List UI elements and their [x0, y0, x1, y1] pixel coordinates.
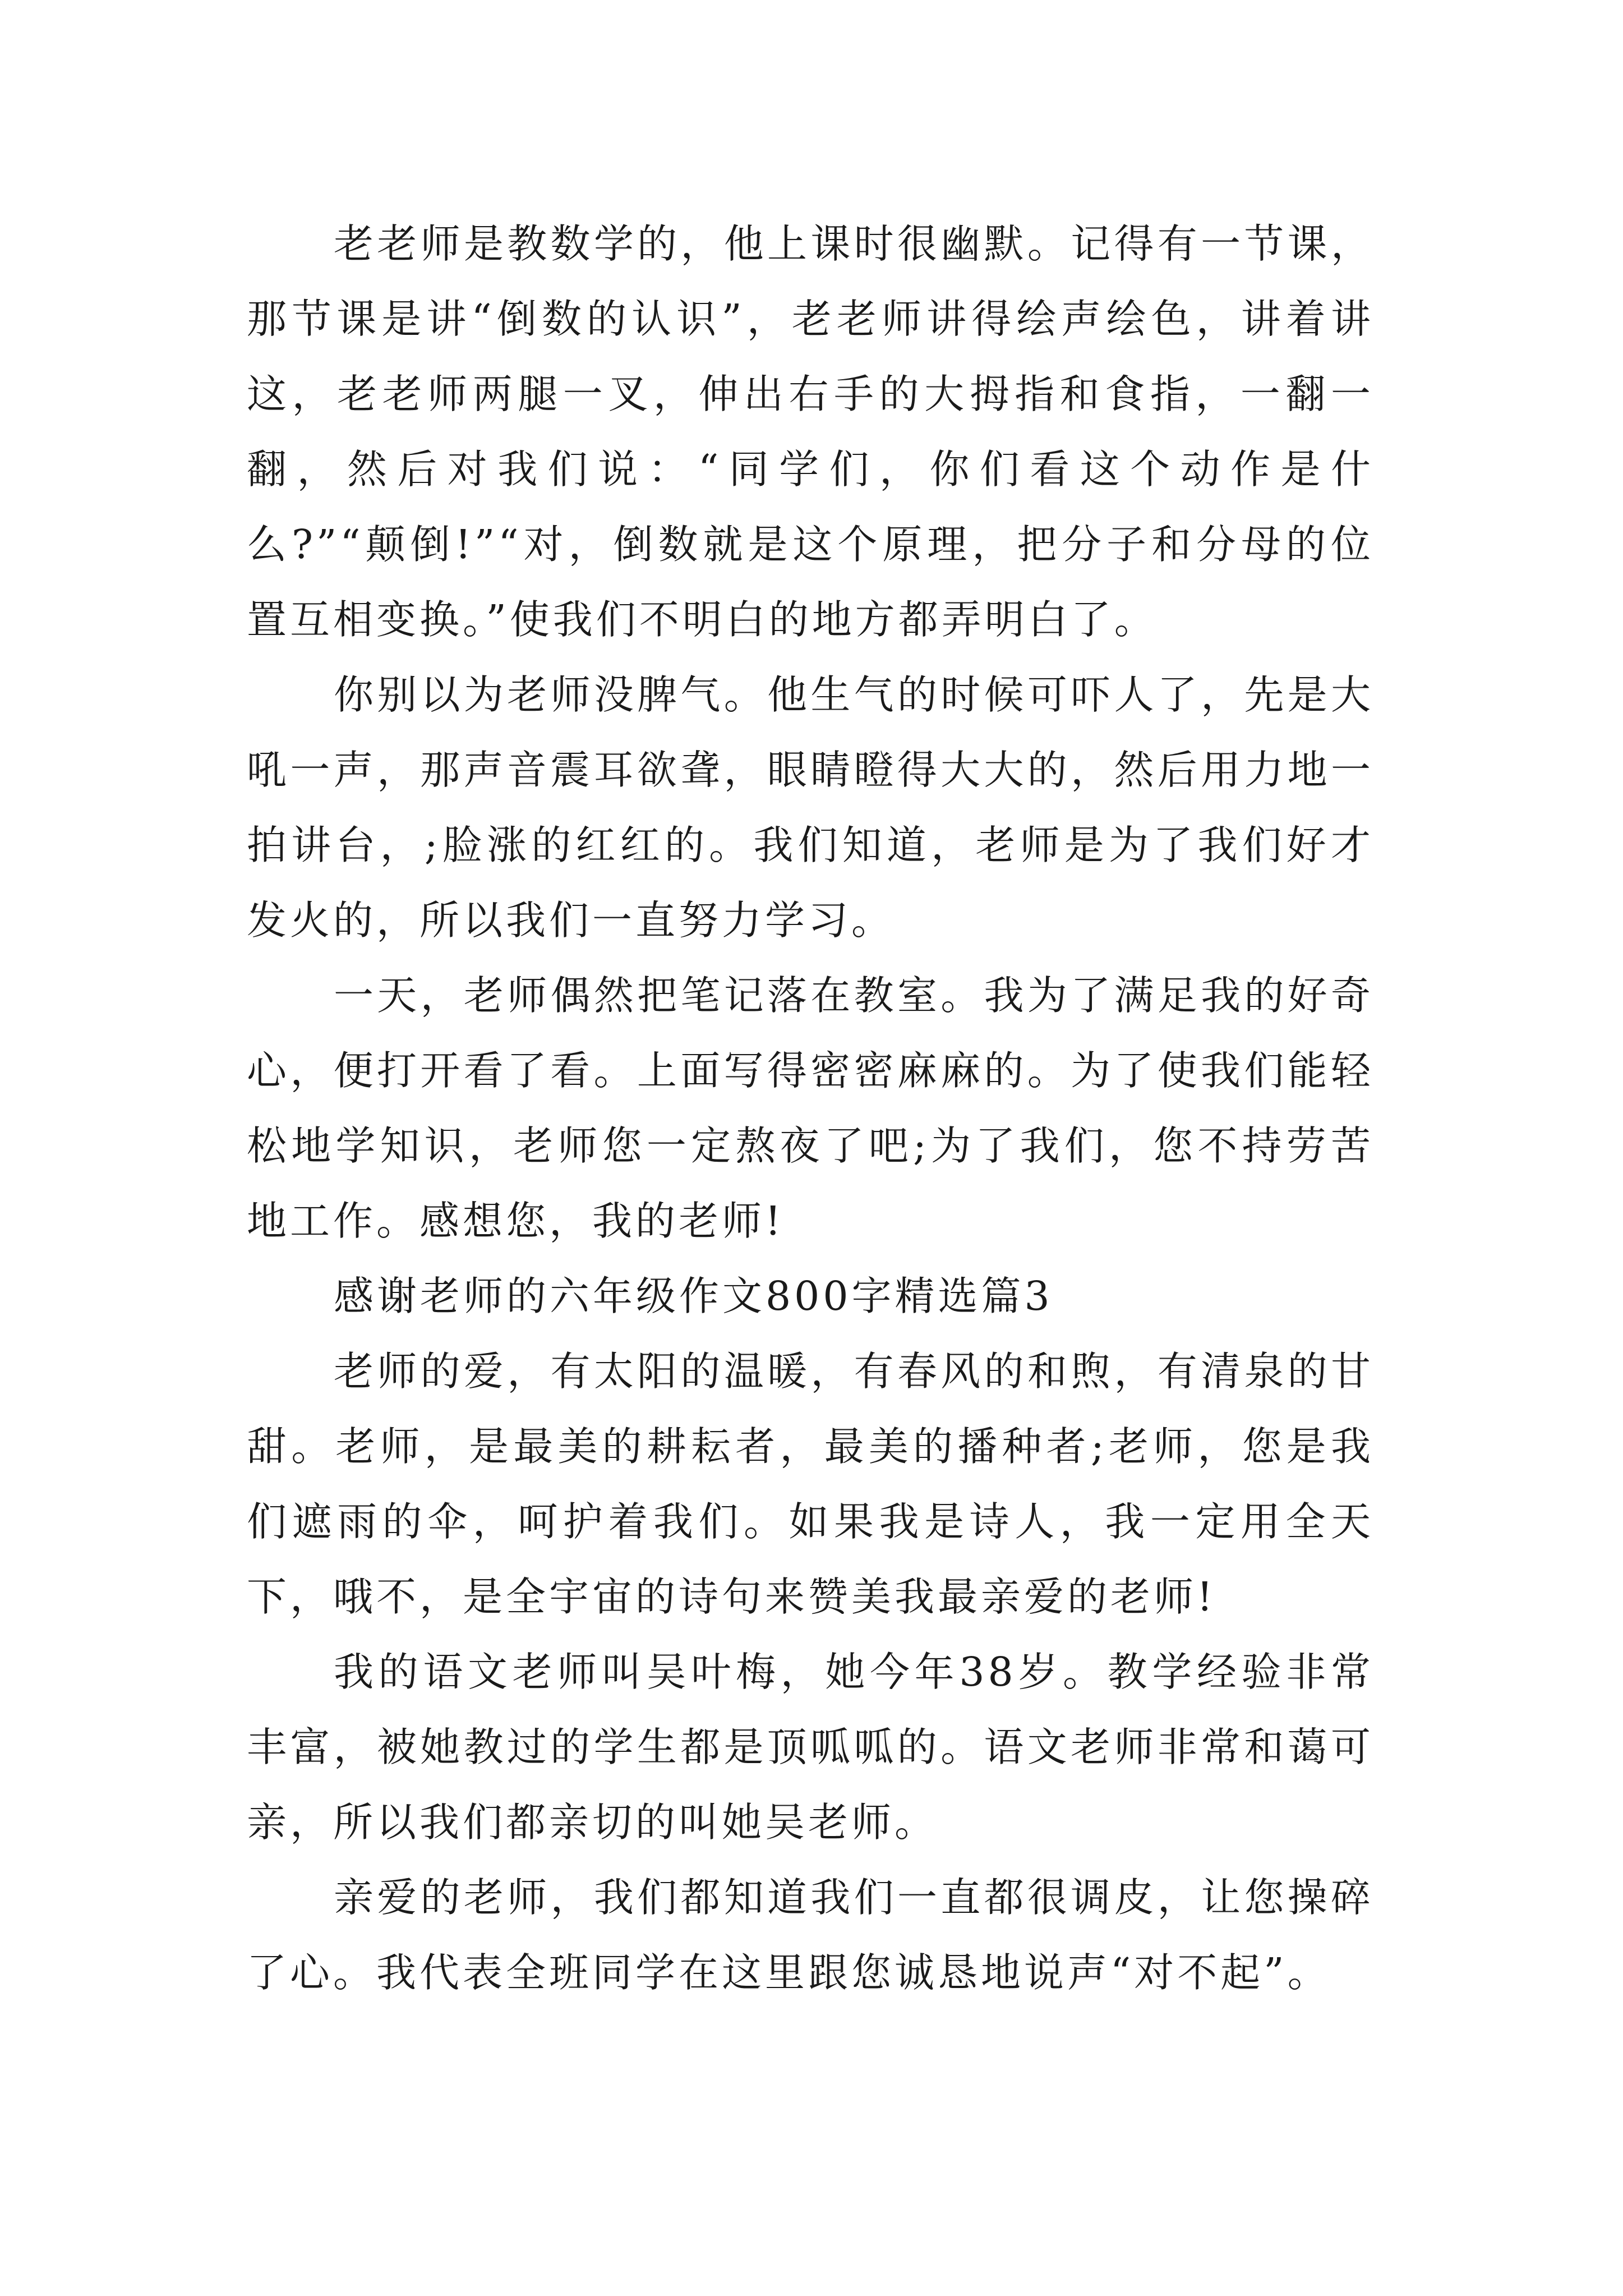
paragraph-teacher-temper: 你别以为老师没脾气。他生气的时候可吓人了，先是大吼一声，那声音震耳欲聋，眼睛瞪得大大的，然后用力地一拍讲台，;脸涨的红红的。我们知道，老师是为了我们好才发火的，所以我们一直努力学习。 [247, 671, 1374, 944]
paragraph-teacher-love: 老师的爱，有太阳的温暖，有春风的和煦，有清泉的甘甜。老师，是最美的耕耘者，最美的播种者;老师，您是我们遮雨的伞，呵护着我们。如果我是诗人，我一定用全天下，哦不，是全宇宙的诗句来赞美我最亲爱的老师! [247, 1348, 1374, 1620]
paragraph-chinese-teacher: 我的语文老师叫吴叶梅，她今年38岁。教学经验非常丰富，被她教过的学生都是顶呱呱的。语文老师非常和蔼可亲，所以我们都亲切的叫她吴老师。 [247, 1649, 1374, 1846]
paragraph-teacher-humor: 老老师是教数学的，他上课时很幽默。记得有一节课，那节课是讲“倒数的认识”，老老师讲得绘声绘色，讲着讲这，老老师两腿一叉，伸出右手的大拇指和食指，一翻一翻，然后对我们说：“同学们，你们看这个动作是什么?”“颠倒!”“对，倒数就是这个原理，把分子和分母的位置互相变换。”使我们不明白的地方都弄明白了。 [247, 220, 1374, 643]
section-heading: 感谢老师的六年级作文800字精选篇3 [334, 1273, 1053, 1319]
paragraph-apology: 亲爱的老师，我们都知道我们一直都很调皮，让您操碎了心。我代表全班同学在这里跟您诚恳地说声“对不起”。 [247, 1874, 1374, 1996]
paragraph-teacher-notes: 一天，老师偶然把笔记落在教室。我为了满足我的好奇心，便打开看了看。上面写得密密麻麻的。为了使我们能轻松地学知识，老师您一定熬夜了吧;为了我们，您不持劳苦地工作。感想您，我的老师! [247, 972, 1374, 1244]
document-body [247, 206, 1374, 2010]
